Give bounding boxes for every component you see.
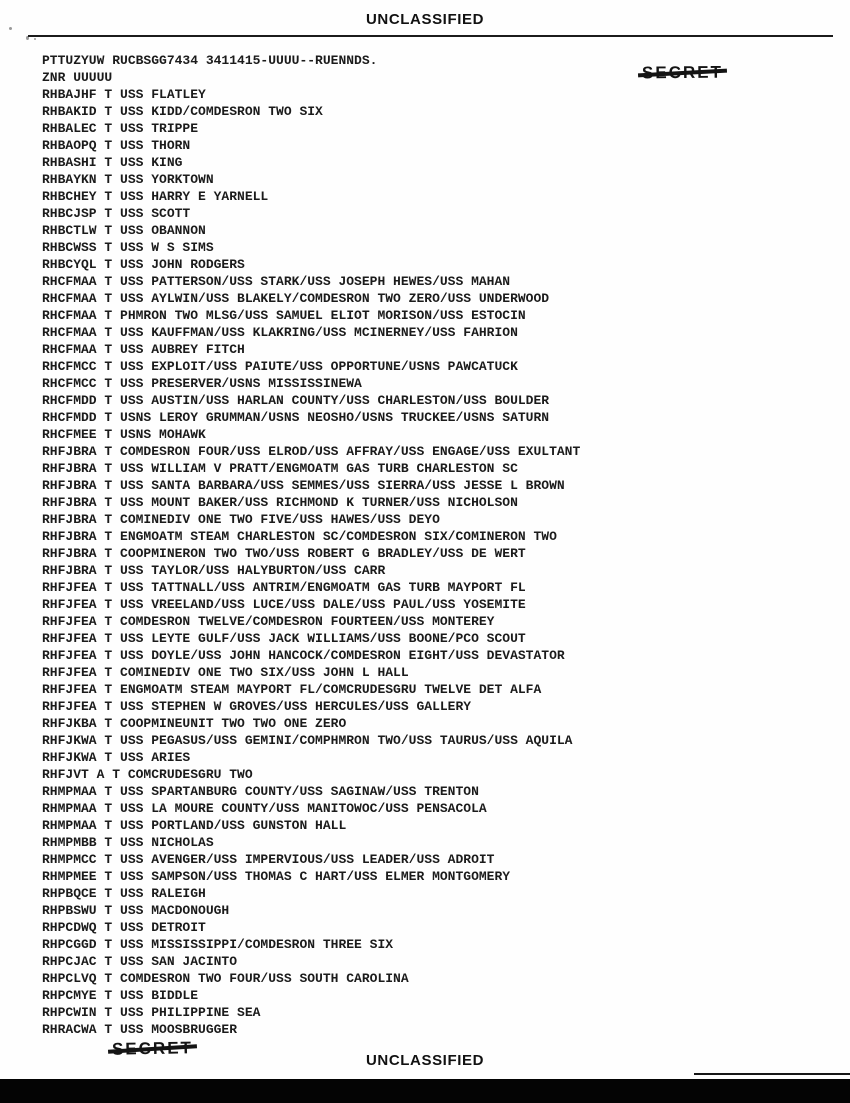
message-line: RHFJBRA T USS TAYLOR/USS HALYBURTON/USS CARR: [42, 563, 386, 578]
message-line: RHPCGGD T USS MISSISSIPPI/COMDESRON THREE SIX: [42, 937, 394, 952]
message-line: RHPCJAC T USS SAN JACINTO: [42, 954, 238, 969]
message-line: RHMPMAA T USS LA MOURE COUNTY/USS MANITOWOC/USS PENSACOLA: [42, 801, 487, 816]
message-line: RHCFMAA T USS PATTERSON/USS STARK/USS JOSEPH HEWES/USS MAHAN: [42, 274, 511, 289]
message-line: RHFJKWA T USS ARIES: [42, 750, 191, 765]
message-line: RHPCMYE T USS BIDDLE: [42, 988, 199, 1003]
message-line: RHPCWIN T USS PHILIPPINE SEA: [42, 1005, 261, 1020]
message-line: RHFJBRA T COMDESRON FOUR/USS ELROD/USS AFFRAY/USS ENGAGE/USS EXULTANT: [42, 444, 581, 459]
message-line: RHRACWA T USS MOOSBRUGGER: [42, 1022, 238, 1037]
message-line: RHFJFEA T COMDESRON TWELVE/COMDESRON FOURTEEN/USS MONTEREY: [42, 614, 495, 629]
scan-edge-line: [694, 1073, 850, 1075]
message-line: RHBCHEY T USS HARRY E YARNELL: [42, 189, 269, 204]
message-line: RHBAYKN T USS YORKTOWN: [42, 172, 214, 187]
message-line: RHBALEC T USS TRIPPE: [42, 121, 199, 136]
message-line: RHPBQCE T USS RALEIGH: [42, 886, 206, 901]
message-line: RHBASHI T USS KING: [42, 155, 183, 170]
message-line: RHFJBRA T USS SANTA BARBARA/USS SEMMES/USS SIERRA/USS JESSE L BROWN: [42, 478, 565, 493]
message-line: RHFJFEA T ENGMOATM STEAM MAYPORT FL/COMCRUDESGRU TWELVE DET ALFA: [42, 682, 542, 697]
message-line: RHFJFEA T USS LEYTE GULF/USS JACK WILLIAMS/USS BOONE/PCO SCOUT: [42, 631, 526, 646]
message-line: RHPCDWQ T USS DETROIT: [42, 920, 206, 935]
message-line: RHFJBRA T USS WILLIAM V PRATT/ENGMOATM GAS TURB CHARLESTON SC: [42, 461, 518, 476]
message-line: RHFJBRA T COOPMINERON TWO TWO/USS ROBERT G BRADLEY/USS DE WERT: [42, 546, 526, 561]
message-line: RHFJFEA T USS STEPHEN W GROVES/USS HERCULES/USS GALLERY: [42, 699, 472, 714]
message-line: RHFJKBA T COOPMINEUNIT TWO TWO ONE ZERO: [42, 716, 347, 731]
message-line: RHPBSWU T USS MACDONOUGH: [42, 903, 230, 918]
message-line: RHMPMBB T USS NICHOLAS: [42, 835, 214, 850]
message-line: RHBCYQL T USS JOHN RODGERS: [42, 257, 245, 272]
message-line: RHCFMDD T USS AUSTIN/USS HARLAN COUNTY/USS CHARLESTON/USS BOULDER: [42, 393, 550, 408]
message-line: RHMPMAA T USS PORTLAND/USS GUNSTON HALL: [42, 818, 347, 833]
header-rule: [28, 35, 833, 37]
message-line: RHMPMEE T USS SAMPSON/USS THOMAS C HART/USS ELMER MONTGOMERY: [42, 869, 511, 884]
message-line: RHMPMAA T USS SPARTANBURG COUNTY/USS SAGINAW/USS TRENTON: [42, 784, 479, 799]
message-line: RHBAKID T USS KIDD/COMDESRON TWO SIX: [42, 104, 323, 119]
message-line: RHFJBRA T ENGMOATM STEAM CHARLESTON SC/COMDESRON SIX/COMINERON TWO: [42, 529, 557, 544]
message-line: RHMPMCC T USS AVENGER/USS IMPERVIOUS/USS LEADER/USS ADROIT: [42, 852, 495, 867]
message-line: RHFJBRA T COMINEDIV ONE TWO FIVE/USS HAWES/USS DEYO: [42, 512, 440, 527]
message-line: RHCFMCC T USS PRESERVER/USNS MISSISSINEWA: [42, 376, 362, 391]
header-classification: UNCLASSIFIED: [365, 11, 485, 28]
message-line: RHCFMAA T USS AUBREY FITCH: [42, 342, 245, 357]
message-line: RHBAOPQ T USS THORN: [42, 138, 191, 153]
message-line: RHFJVT A T COMCRUDESGRU TWO: [42, 767, 253, 782]
message-body: [42, 52, 822, 1038]
message-line: RHFJKWA T USS PEGASUS/USS GEMINI/COMPHMRON TWO/USS TAURUS/USS AQUILA: [42, 733, 573, 748]
message-line: PTTUZYUW RUCBSGG7434 3411415-UUUU--RUENNDS.: [42, 53, 378, 68]
message-line: RHBCTLW T USS OBANNON: [42, 223, 206, 238]
message-line: RHFJFEA T USS VREELAND/USS LUCE/USS DALE/USS PAUL/USS YOSEMITE: [42, 597, 526, 612]
message-line: RHCFMEE T USNS MOHAWK: [42, 427, 206, 442]
message-line: RHBCJSP T USS SCOTT: [42, 206, 191, 221]
message-line: RHFJFEA T USS DOYLE/USS JOHN HANCOCK/COMDESRON EIGHT/USS DEVASTATOR: [42, 648, 565, 663]
message-line: RHFJBRA T USS MOUNT BAKER/USS RICHMOND K TURNER/USS NICHOLSON: [42, 495, 518, 510]
message-line: RHFJFEA T USS TATTNALL/USS ANTRIM/ENGMOATM GAS TURB MAYPORT FL: [42, 580, 526, 595]
message-line: RHCFMDD T USNS LEROY GRUMMAN/USNS NEOSHO/USNS TRUCKEE/USNS SATURN: [42, 410, 550, 425]
message-line: RHCFMAA T PHMRON TWO MLSG/USS SAMUEL ELIOT MORISON/USS ESTOCIN: [42, 308, 526, 323]
scan-edge-bar: [0, 1079, 850, 1103]
message-line: RHPCLVQ T COMDESRON TWO FOUR/USS SOUTH CAROLINA: [42, 971, 409, 986]
message-line: RHCFMAA T USS AYLWIN/USS BLAKELY/COMDESRON TWO ZERO/USS UNDERWOOD: [42, 291, 550, 306]
message-line: RHBAJHF T USS FLATLEY: [42, 87, 206, 102]
message-line: RHFJFEA T COMINEDIV ONE TWO SIX/USS JOHN L HALL: [42, 665, 409, 680]
message-line: ZNR UUUUU: [42, 70, 113, 85]
scan-artifact-dot: [34, 38, 36, 40]
message-line: RHCFMAA T USS KAUFFMAN/USS KLAKRING/USS MCINERNEY/USS FAHRION: [42, 325, 518, 340]
footer-classification: UNCLASSIFIED: [365, 1052, 485, 1069]
message-line: RHCFMCC T USS EXPLOIT/USS PAIUTE/USS OPPORTUNE/USNS PAWCATUCK: [42, 359, 518, 374]
message-line: RHBCWSS T USS W S SIMS: [42, 240, 214, 255]
